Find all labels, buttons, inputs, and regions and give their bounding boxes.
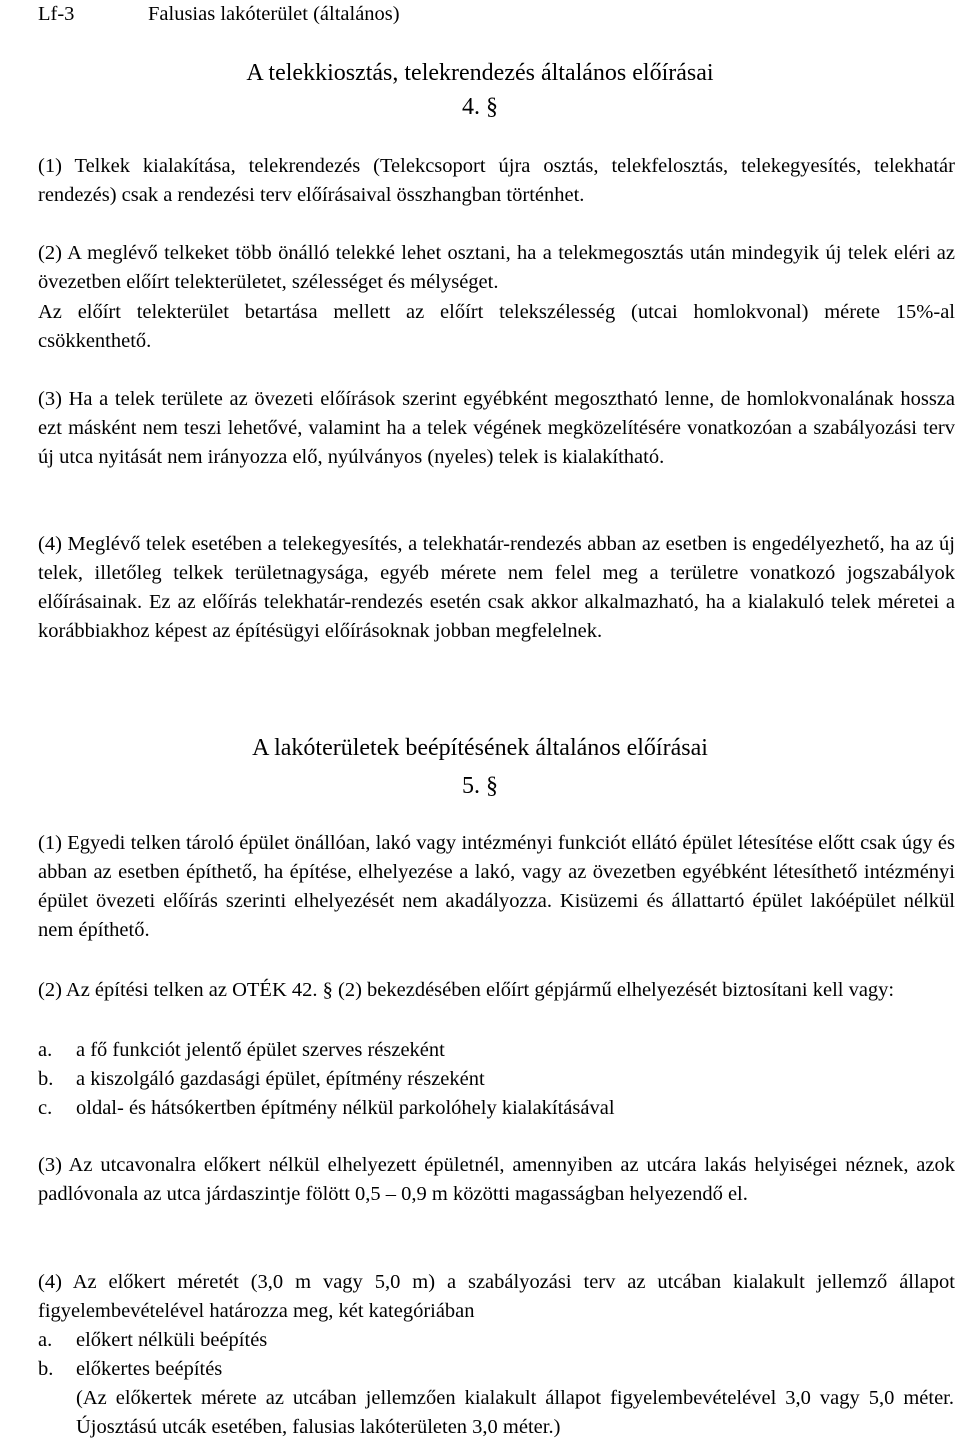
list-item-text: előkertes beépítés xyxy=(76,1358,223,1380)
list-item-label: b. xyxy=(38,1358,54,1380)
section-5-paragraph-1: (1) Egyedi telken tároló épület önállóan, lakó vagy intézményi funkciót ellátó épület létesítése előtt csak úgy és abban az esetben építhető, ha építése, elhelyezése a lakó, vagy az övezetben egyébként létesíthető intézményi épület övezeti előírás szerinti elhelyezését nem akadályozza. Kisüzemi és állattartó épület lakóépület nélkül nem építhető. xyxy=(38,832,955,941)
list-item xyxy=(38,1326,938,1355)
section-5-paragraph-4: (4) Az előkert méretét (3,0 m vagy 5,0 m) a szabályozási terv az utcában kialakult jellemző állapot figyelembevételével határozza meg, két kategóriában xyxy=(38,1271,955,1322)
section-5-paragraph-3: (3) Az utcavonalra előkert nélkül elhelyezett épületnél, amennyiben az utcára lakás helyiségei néznek, azok padlóvonala az utca járdaszintje fölött 0,5 – 0,9 m közötti magasságban helyezendő el. xyxy=(38,1154,955,1205)
section-5-paragraph-4-note: (Az előkertek mérete az utcában jellemzően kialakult állapot figyelembevételével 3,0 vagy 5,0 méter. Újosztású utcák esetében, falusias lakóterületen 3,0 méter.) xyxy=(76,1387,954,1438)
section-5-heading: A lakóterületek beépítésének általános előírásai xyxy=(252,735,708,761)
list-item-label: b. xyxy=(38,1068,54,1090)
list-item xyxy=(38,1355,938,1384)
list-item xyxy=(38,1094,938,1123)
zone-code: Lf-3 xyxy=(38,3,75,25)
section-5-paragraph-4-list xyxy=(38,1326,938,1384)
list-item-label: a. xyxy=(38,1329,53,1351)
section-4-paragraph-1: (1) Telkek kialakítása, telekrendezés (Telekcsoport újra osztás, telekfelosztás, telekegyesítés, telekhatár rendezés) csak a rendezési terv előírásaival összhangban történhet. xyxy=(38,155,955,206)
zone-title: Falusias lakóterület (általános) xyxy=(148,3,400,25)
list-item-text: a fő funkciót jelentő épület szerves részeként xyxy=(76,1039,445,1061)
list-item-text: a kiszolgáló gazdasági épület, építmény részeként xyxy=(76,1068,485,1090)
list-item xyxy=(38,1065,938,1094)
section-4-paragraph-3: (3) Ha a telek területe az övezeti előírások szerint egyébként megosztható lenne, de homlokvonalának hossza ezt másként nem teszi lehetővé, valamint ha a telek végének megközelítésére vonatkozóan a szabályozási terv új utca nyitását nem irányozza elő, nyúlványos (nyeles) telek is kialakítható. xyxy=(38,388,955,468)
list-item-label: c. xyxy=(38,1097,53,1119)
section-4-heading: A telekkiosztás, telekrendezés általános előírásai xyxy=(246,60,714,86)
section-4-paragraph-4: (4) Meglévő telek esetében a telekegyesítés, a telekhatár-rendezés abban az esetben is engedélyezhető, ha az új telek, illetőleg telkek területnagysága, egyéb mérete nem felel meg a területre vonatkozó jogszabályok előírásainak. Ez az előírás telekhatár-rendezés esetén csak akkor alkalmazható, ha a kialakuló telek méretei a korábbiakhoz képest az építésügyi előírásoknak jobban megfelelnek. xyxy=(38,533,955,642)
section-4-paragraph-2: (2) A meglévő telkeket több önálló telekké lehet osztani, ha a telekmegosztás után mindegyik új telek eléri az övezetben előírt telekterületet, szélességet és mélységet. xyxy=(38,242,955,293)
section-4-number: 4. § xyxy=(462,94,498,120)
section-5-paragraph-2-list xyxy=(38,1036,938,1123)
page-header xyxy=(0,0,960,29)
section-5-paragraph-2: (2) Az építési telken az OTÉK 42. § (2) bekezdésében előírt gépjármű elhelyezését biztosítani kell vagy: xyxy=(38,979,895,1001)
section-5-number: 5. § xyxy=(462,773,498,799)
list-item xyxy=(38,1036,938,1065)
list-item-label: a. xyxy=(38,1039,53,1061)
list-item-text: előkert nélküli beépítés xyxy=(76,1329,268,1351)
section-4-paragraph-2b: Az előírt telekterület betartása mellett az előírt telekszélesség (utcai homlokvonal) mérete 15%-al csökkenthető. xyxy=(38,301,955,352)
list-item-text: oldal- és hátsókertben építmény nélkül parkolóhely kialakításával xyxy=(76,1097,615,1119)
